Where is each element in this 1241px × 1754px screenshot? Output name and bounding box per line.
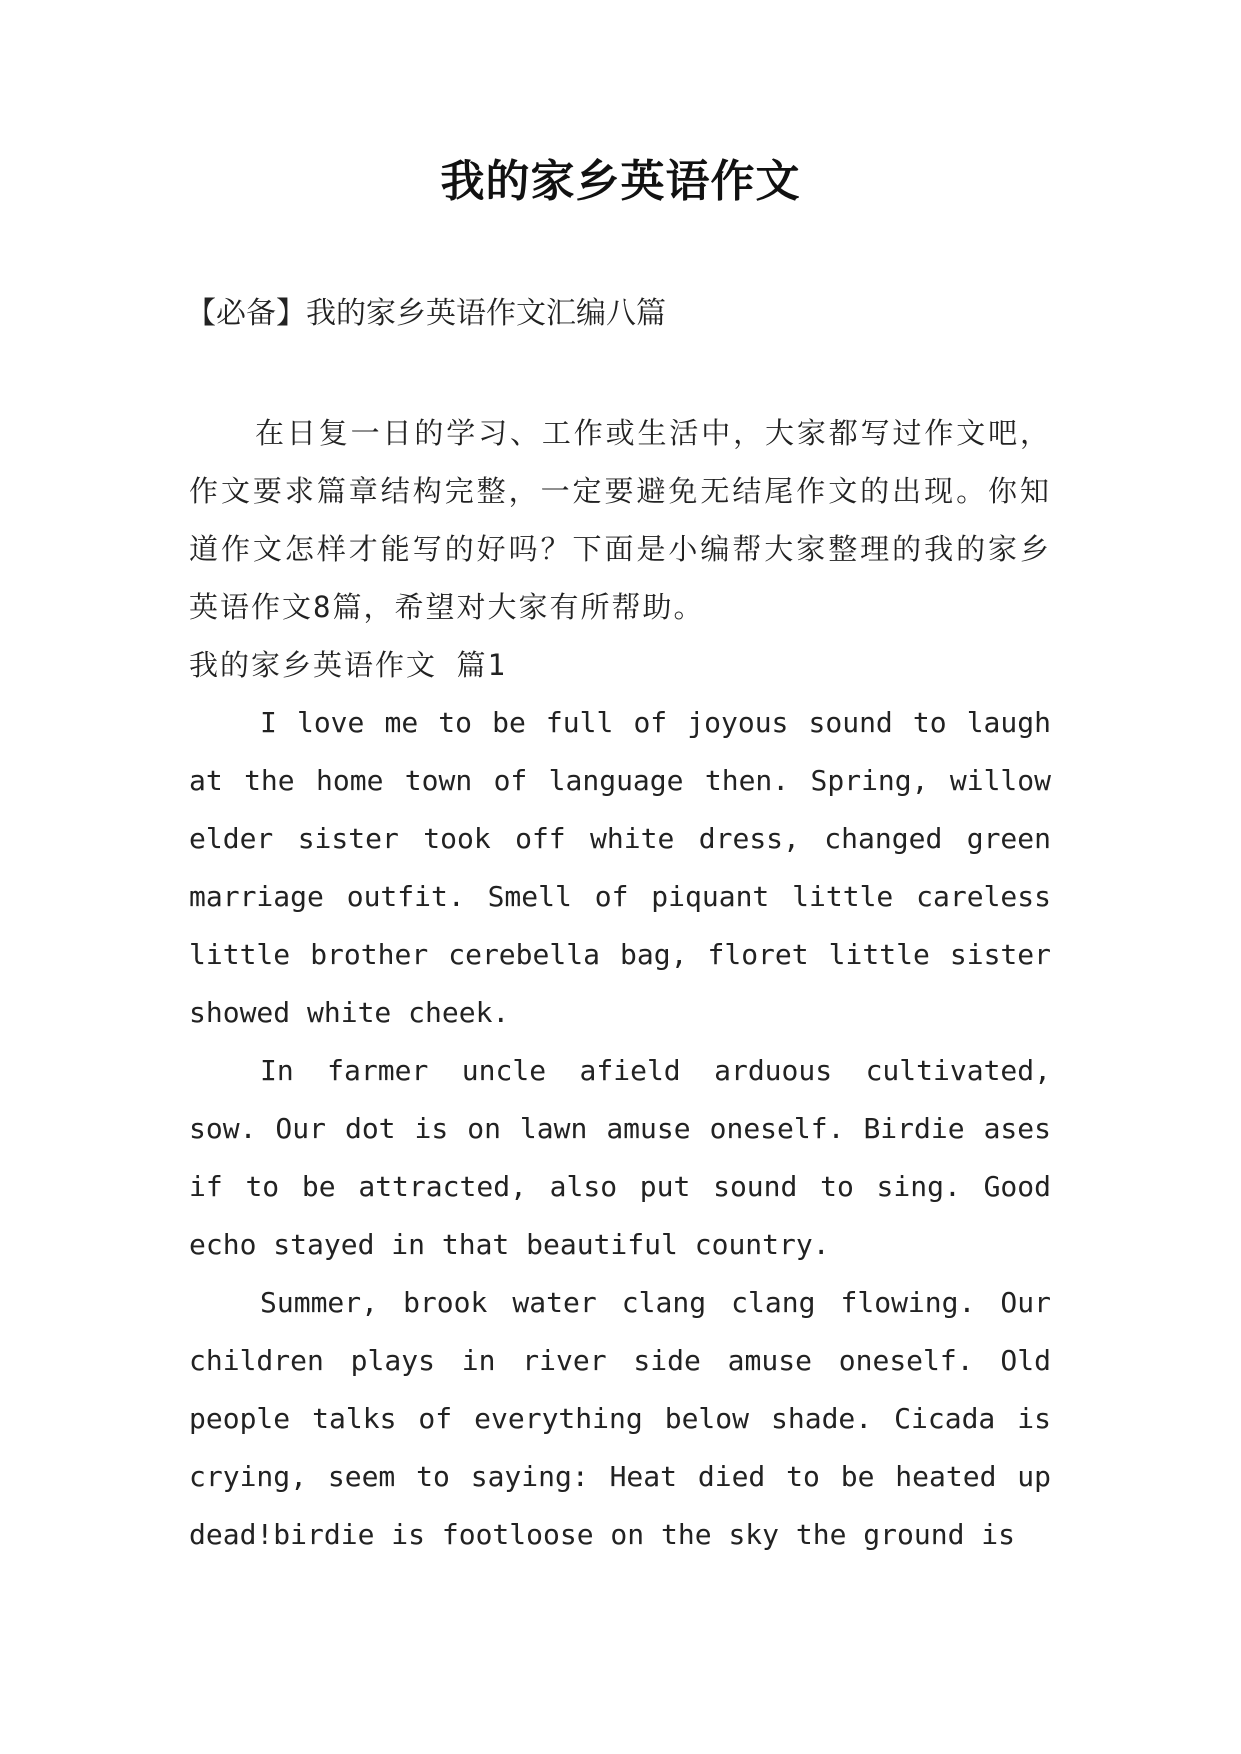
- body-paragraph: In farmer uncle afield arduous cultivated, sow. Our dot is on lawn amuse oneself. Birdie ases if to be attracted, also put sound to sing. Good echo stayed in that beautiful country.: [189, 1054, 1051, 1261]
- document-subtitle: 【必备】我的家乡英语作文汇编八篇: [186, 296, 666, 331]
- body-paragraph: I love me to be full of joyous sound to laugh at the home town of language then. Spring, willow elder sister took off white dress, changed green marriage outfit. Smell of piquant little careless little brother cerebella bag, floret little sister showed white cheek.: [189, 706, 1051, 1029]
- intro-paragraph: 在日复一日的学习、工作或生活中，大家都写过作文吧，作文要求篇章结构完整，一定要避免无结尾作文的出现。你知道作文怎样才能写的好吗？下面是小编帮大家整理的我的家乡英语作文8篇，希望对大家有所帮助。: [189, 416, 1051, 624]
- body-paragraph: Summer, brook water clang clang flowing. Our children plays in river side amuse oneself. Old people talks of everything below shade. Cicada is crying, seem to saying: Heat died to be heated up dead!birdie is footloose on the sky the ground is: [189, 1286, 1051, 1551]
- document-title: 我的家乡英语作文: [440, 156, 801, 207]
- section-heading: 我的家乡英语作文 篇1: [189, 648, 507, 682]
- document-body: [189, 404, 1051, 1564]
